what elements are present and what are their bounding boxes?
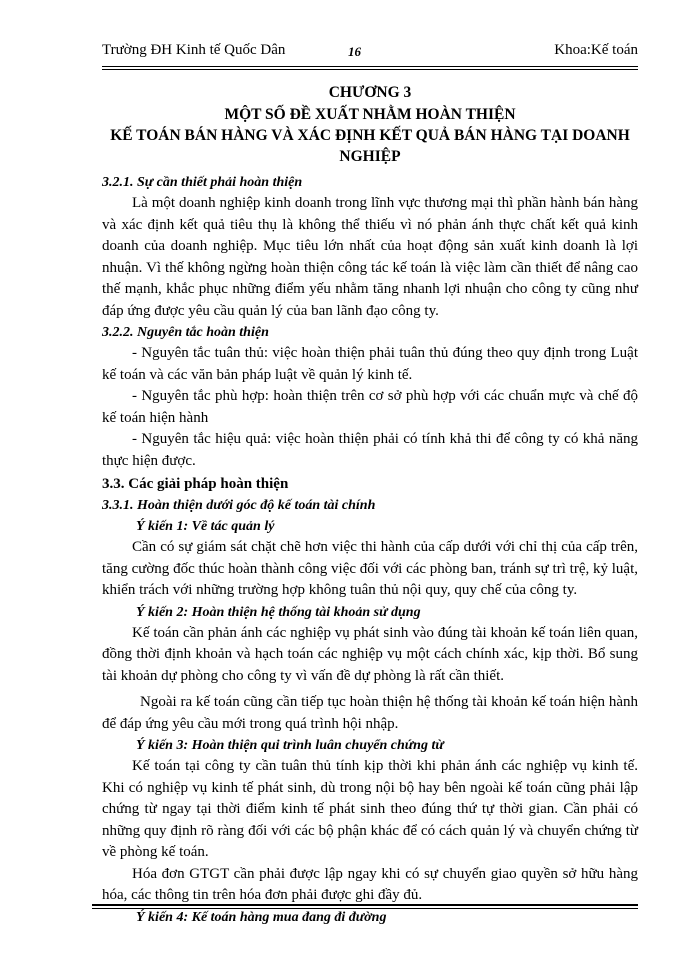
header-rule-2	[102, 69, 638, 70]
principle-suitability: - Nguyên tắc phù hợp: hoàn thiện trên cơ sở phù hợp với các chuẩn mực và chế độ kế toán hiện hành	[102, 388, 638, 426]
footer-rule-2	[92, 908, 638, 909]
opinion-4-heading: Ý kiến 4: Kế toán hàng mua đang đi đường	[136, 909, 387, 925]
principle-efficiency: - Nguyên tắc hiệu quả: việc hoàn thiện phải có tính khả thi để công ty có khả năng thực hiện được.	[102, 431, 638, 469]
opinion-3-heading: Ý kiến 3: Hoàn thiện qui trình luân chuyển chứng từ	[136, 738, 444, 753]
chapter-title-line-3: NGHIỆP	[339, 148, 401, 165]
section-3-2-2-heading: 3.2.2. Nguyên tắc hoàn thiện	[102, 325, 269, 340]
chapter-number: CHƯƠNG 3	[328, 84, 412, 101]
chapter-title-line-2: KẾ TOÁN BÁN HÀNG VÀ XÁC ĐỊNH KẾT QUẢ BÁN HÀNG TẠI DOANH	[110, 127, 630, 144]
section-3-3-heading: 3.3. Các giải pháp hoàn thiện	[102, 476, 289, 492]
opinion-2-paragraph-1: Kế toán cần phản ánh các nghiệp vụ phát sinh vào đúng tài khoản kế toán liên quan, đồng thời định khoản và hạch toán các nghiệp vụ một cách chính xác, kịp thời. Bổ sung tài khoản dự phòng cho công ty vì vấn đề dự phòng là rất cần thiết.	[102, 624, 638, 684]
page-number: 16	[348, 44, 361, 59]
header-rule-1	[102, 66, 638, 67]
opinion-3-paragraph-1: Kế toán tại công ty cần tuân thủ tính kịp thời khi phản ánh các nghiệp vụ kinh tế. Khi có nghiệp vụ kinh tế phát sinh, dù trong nội bộ hay bên ngoài kế toán cũng phải lập chứng từ ngay tại thời điểm kinh tế phát sinh theo đúng thứ tự thời gian. Cần phải có những quy định rõ ràng đối với các bộ phận khác để có cách quản lý và chuyển chứng từ về phòng kế toán.	[102, 758, 638, 860]
footer-rule-1	[92, 904, 638, 906]
header-university: Trường ĐH Kinh tế Quốc Dân	[102, 42, 286, 58]
page-body	[102, 82, 638, 928]
principle-compliance: - Nguyên tắc tuân thủ: việc hoàn thiện phải tuân thủ đúng theo quy định trong Luật kế toán và các văn bản pháp luật về quản lý kinh tế.	[102, 345, 638, 383]
opinion-1-heading: Ý kiến 1: Về tác quản lý	[136, 519, 275, 534]
opinion-1-paragraph: Cần có sự giám sát chặt chẽ hơn việc thi hành của cấp dưới với chỉ thị của cấp trên, tăng cường đốc thúc hoàn thành công việc đối với các phòng ban, tránh sự trì trệ, kỷ luật, khiển trách với những trường hợp không tuân thủ nội quy, quy chế của công ty.	[102, 539, 638, 598]
opinion-3-paragraph-2: Hóa đơn GTGT cần phải được lập ngay khi có sự chuyển giao quyền sở hữu hàng hóa, các thông tin trên hóa đơn phải được ghi đầy đủ.	[102, 865, 638, 903]
section-3-2-1-paragraph: Là một doanh nghiệp kinh doanh trong lĩnh vực thương mại thì phần hành bán hàng và xác định kết quả tiêu thụ là không thể thiếu vì nó phản ánh thực chất kết quả kinh doanh của doanh nghiệp. Mục tiêu lớn nhất của hoạt động sản xuất kinh doanh là lợi nhuận. Vì thế không ngừng hoàn thiện công tác kế toán là việc làm cần thiết để nâng cao thế mạnh, khắc phục những điểm yếu nhằm tăng nhanh lợi nhuận cho công ty cũng như đáp ứng được yêu cầu quản lý của ban lãnh đạo công ty.	[102, 195, 638, 319]
opinion-2-paragraph-2: Ngoài ra kế toán cũng cần tiếp tục hoàn thiện hệ thống tài khoản kế toán hiện hành để đáp ứng yêu cầu mới trong quá trình hội nhập.	[102, 694, 638, 732]
opinion-2-heading: Ý kiến 2: Hoàn thiện hệ thống tài khoản sử dụng	[136, 604, 421, 620]
chapter-title-line-1: MỘT SỐ ĐỀ XUẤT NHẰM HOÀN THIỆN	[224, 106, 516, 123]
page-header	[102, 42, 638, 66]
section-3-2-1-heading: 3.2.1. Sự cần thiết phải hoàn thiện	[102, 175, 303, 190]
header-faculty: Khoa:Kế toán	[554, 42, 638, 58]
chapter-title	[102, 82, 638, 167]
section-3-3-1-heading: 3.3.1. Hoàn thiện dưới góc độ kế toán tài chính	[102, 498, 376, 513]
